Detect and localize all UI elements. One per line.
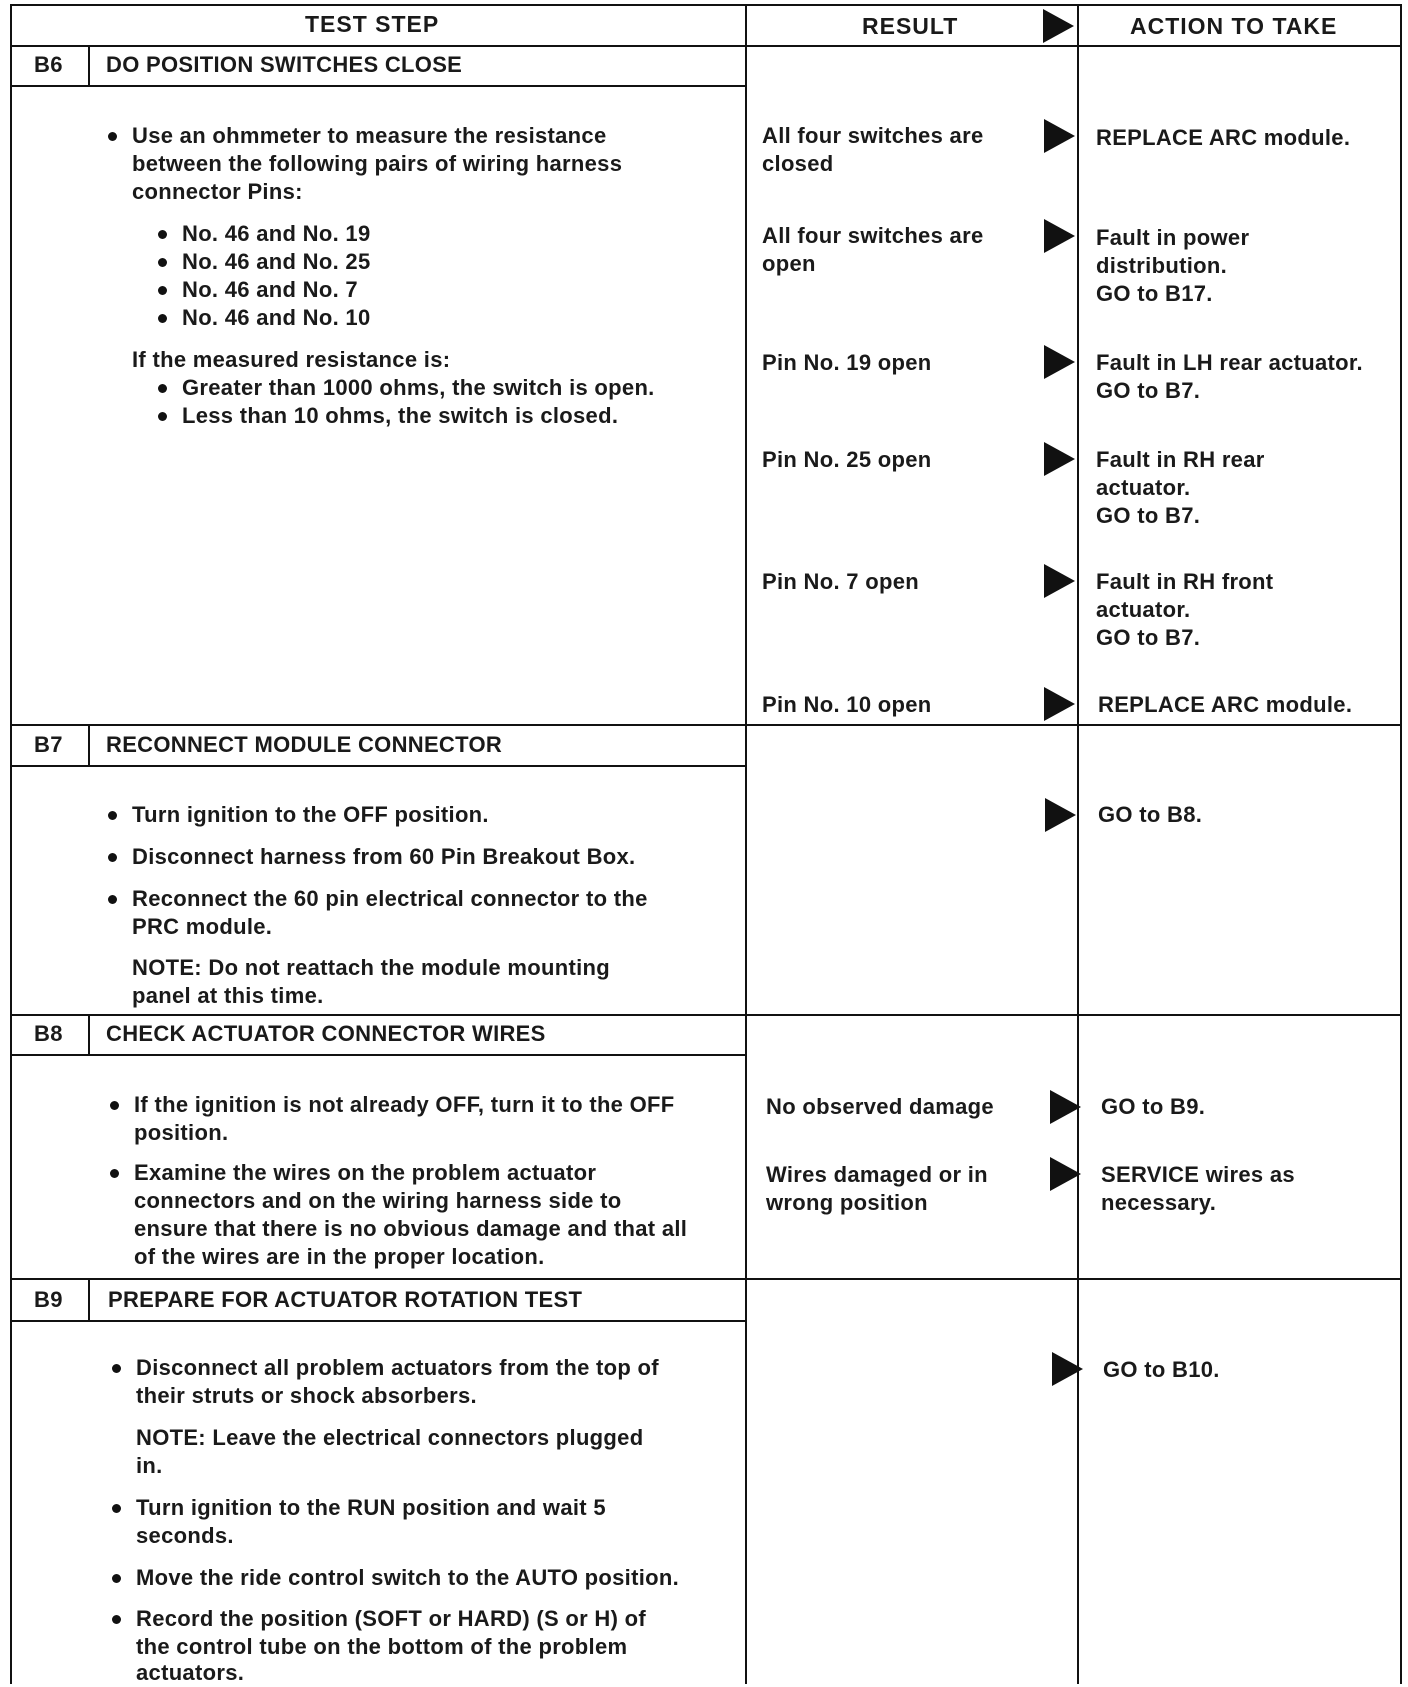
result-arrow-icon [1050, 1157, 1081, 1191]
action-column-divider [1077, 4, 1079, 1684]
table-left-border [10, 4, 12, 1684]
b9-note-text: Leave the electrical connectors plugged [212, 1425, 644, 1450]
b6-result-6: Pin No. 10 open [762, 692, 932, 717]
b9-id-divider [88, 1278, 90, 1322]
b9-step: Turn ignition to the RUN position and wait 5 [136, 1495, 606, 1520]
result-arrow-icon [1050, 1090, 1081, 1124]
b9-note-line2: in. [136, 1453, 163, 1478]
b9-step: Move the ride control switch to the AUTO position. [136, 1565, 680, 1590]
b8-bottom-border [10, 1278, 1402, 1280]
b9-action: GO to B10. [1103, 1357, 1220, 1382]
b6-condition: Greater than 1000 ohms, the switch is open. [182, 375, 655, 400]
b6-if-text: If the measured resistance is: [132, 347, 451, 372]
b6-pin-pair: No. 46 and No. 10 [182, 305, 371, 330]
b6-pin-pair: No. 46 and No. 7 [182, 277, 358, 302]
b9-title-underline [10, 1320, 747, 1322]
result-arrow-icon [1044, 119, 1075, 153]
b9-step-id: B9 [34, 1287, 63, 1312]
b6-step-title: DO POSITION SWITCHES CLOSE [106, 52, 463, 77]
b7-step: Disconnect harness from 60 Pin Breakout Box. [132, 844, 636, 869]
b8-id-divider [88, 1014, 90, 1056]
b6-action-1: REPLACE ARC module. [1096, 125, 1351, 150]
result-column-divider [745, 4, 747, 1684]
b6-action-2: GO to B17. [1096, 281, 1213, 306]
b6-result-2: All four switches are [762, 223, 984, 248]
result-arrow-icon [1044, 219, 1075, 253]
b8-action-1: GO to B9. [1101, 1094, 1206, 1119]
b8-step-id: B8 [34, 1021, 63, 1046]
result-arrow-icon [1044, 564, 1075, 598]
b8-step: Examine the wires on the problem actuator [134, 1160, 597, 1185]
b9-step: Record the position (SOFT or HARD) (S or H) of [136, 1606, 646, 1631]
b7-step: PRC module. [132, 914, 273, 939]
result-arrow-icon [1044, 442, 1075, 476]
b8-step: ensure that there is no obvious damage and that all [134, 1216, 688, 1241]
header-test-step: TEST STEP [305, 11, 440, 37]
b6-action-4: GO to B7. [1096, 503, 1201, 528]
result-arrow-icon [1044, 687, 1075, 721]
b6-action-4: actuator. [1096, 475, 1191, 500]
b9-note-line1 [136, 1424, 643, 1452]
b8-step: connectors and on the wiring harness side to [134, 1188, 622, 1213]
b8-result-1: No observed damage [766, 1094, 994, 1119]
b6-condition: Less than 10 ohms, the switch is closed. [182, 403, 619, 428]
b7-note-line1 [132, 954, 610, 982]
b7-action: GO to B8. [1098, 802, 1203, 827]
b8-step-title: CHECK ACTUATOR CONNECTOR WIRES [106, 1021, 546, 1046]
header-result: RESULT [862, 13, 959, 39]
b6-step1-line1: Use an ohmmeter to measure the resistance [132, 123, 607, 148]
b9-step-title: PREPARE FOR ACTUATOR ROTATION TEST [108, 1287, 583, 1312]
b9-note-label: NOTE: [136, 1425, 206, 1450]
b8-step: If the ignition is not already OFF, turn it to the OFF [134, 1092, 675, 1117]
b6-pin-pair: No. 46 and No. 19 [182, 221, 371, 246]
b6-action-5: Fault in RH front [1096, 569, 1274, 594]
b6-result-1: All four switches are [762, 123, 984, 148]
b6-step1-line3: connector Pins: [132, 179, 303, 204]
b8-action-2: SERVICE wires as [1101, 1162, 1295, 1187]
b8-title-underline [10, 1054, 747, 1056]
b8-result-2: Wires damaged or in [766, 1162, 988, 1187]
b7-note-text: Do not reattach the module mounting [208, 955, 610, 980]
b9-step: their struts or shock absorbers. [136, 1383, 477, 1408]
b7-note-line2: panel at this time. [132, 983, 324, 1008]
b6-step-id: B6 [34, 52, 63, 77]
b8-result-2: wrong position [766, 1190, 928, 1215]
b7-title-underline [10, 765, 747, 767]
b6-step1-line2: between the following pairs of wiring harness [132, 151, 623, 176]
b7-step-title: RECONNECT MODULE CONNECTOR [106, 732, 503, 757]
b6-result-2: open [762, 251, 816, 276]
b9-step: actuators. [136, 1660, 245, 1685]
header-action: ACTION TO TAKE [1130, 13, 1338, 39]
b6-action-5: actuator. [1096, 597, 1191, 622]
b7-id-divider [88, 724, 90, 767]
b6-action-6: REPLACE ARC module. [1098, 692, 1353, 717]
b8-step: of the wires are in the proper location. [134, 1244, 545, 1269]
b6-result-3: Pin No. 19 open [762, 350, 932, 375]
b6-bottom-border [10, 724, 1402, 726]
b9-step: the control tube on the bottom of the problem [136, 1634, 628, 1659]
b6-id-divider [88, 45, 90, 87]
result-arrow-icon [1044, 345, 1075, 379]
b6-result-5: Pin No. 7 open [762, 569, 919, 594]
b6-action-2: distribution. [1096, 253, 1227, 278]
b6-action-5: GO to B7. [1096, 625, 1201, 650]
b6-action-4: Fault in RH rear [1096, 447, 1265, 472]
b6-action-3: Fault in LH rear actuator. [1096, 350, 1363, 375]
b6-result-1: closed [762, 151, 834, 176]
header-bottom-border [10, 45, 1402, 47]
result-arrow-icon [1045, 798, 1076, 832]
b9-step: seconds. [136, 1523, 234, 1548]
b7-step-id: B7 [34, 732, 63, 757]
b6-title-underline [10, 85, 747, 87]
b6-action-3: GO to B7. [1096, 378, 1201, 403]
b9-step: Disconnect all problem actuators from the top of [136, 1355, 659, 1380]
b7-step: Turn ignition to the OFF position. [132, 802, 489, 827]
table-top-border [10, 4, 1402, 6]
table-right-border [1400, 4, 1402, 1684]
b7-note-label: NOTE: [132, 955, 202, 980]
header-arrow-icon [1043, 9, 1074, 43]
b8-action-2: necessary. [1101, 1190, 1217, 1215]
b7-step: Reconnect the 60 pin electrical connector to the [132, 886, 648, 911]
b8-step: position. [134, 1120, 229, 1145]
b7-bottom-border [10, 1014, 1402, 1016]
b6-result-4: Pin No. 25 open [762, 447, 932, 472]
b6-pin-pair: No. 46 and No. 25 [182, 249, 371, 274]
b6-action-2: Fault in power [1096, 225, 1250, 250]
result-arrow-icon [1052, 1352, 1083, 1386]
